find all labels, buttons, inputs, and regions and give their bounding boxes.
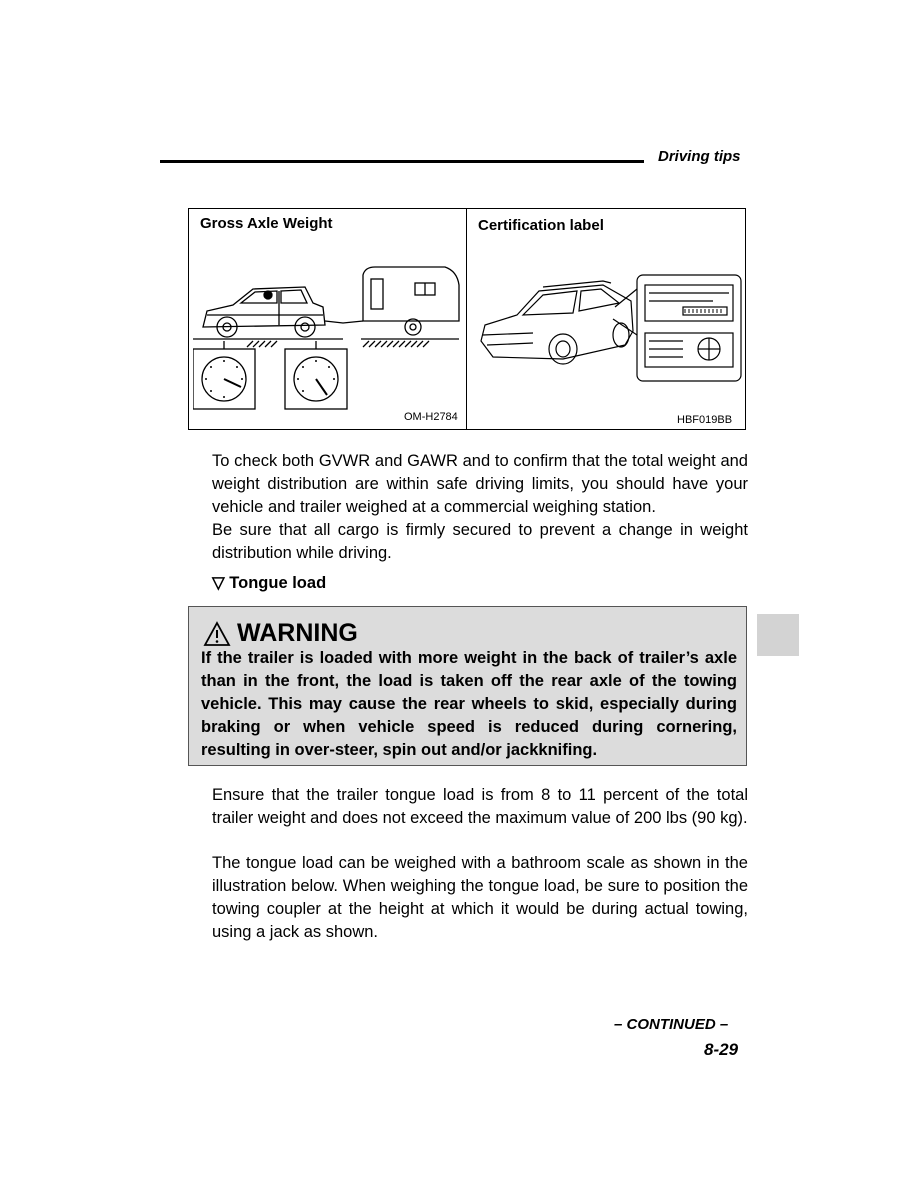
warning-box	[188, 606, 747, 766]
gross-axle-weight-title: Gross Axle Weight	[200, 215, 333, 232]
warning-triangle-icon	[203, 621, 231, 647]
continued-label: – CONTINUED –	[614, 1016, 729, 1033]
left-figure-code: OM-H2784	[404, 411, 458, 423]
header-title: Driving tips	[658, 148, 741, 165]
gross-axle-weight-illustration	[193, 245, 461, 411]
certification-label-title: Certification label	[478, 217, 604, 234]
figure-divider	[466, 209, 467, 429]
paragraph-bathroom-scale: The tongue load can be weighed with a bathroom scale as shown in the illustration below. When weighing the tongue load, be sure to position the towing coupler at the height at which it would be during actual towing, using a jack as shown.	[212, 854, 748, 941]
figure-panel	[188, 208, 746, 430]
right-figure-code: HBF019BB	[677, 414, 733, 426]
chapter-side-tab	[757, 614, 799, 656]
section-heading-label: Tongue load	[229, 574, 327, 592]
paragraph-weighing-station: To check both GVWR and GAWR and to confirm that the total weight and weight distribution are within safe driving limits, you should have your vehicle and trailer weighed at a commercial weighing station.	[212, 452, 748, 516]
page-number: 8-29	[704, 1040, 739, 1059]
tongue-load-heading	[212, 573, 326, 593]
warning-title-label: WARNING	[237, 619, 358, 647]
certification-label-illustration	[473, 249, 745, 385]
paragraph-tongue-load-percent: Ensure that the trailer tongue load is from 8 to 11 percent of the total trailer weight and does not exceed the maximum value of 200 lbs (90 kg).	[212, 786, 748, 827]
warning-title	[203, 619, 358, 648]
paragraph-cargo-secured: Be sure that all cargo is firmly secured to prevent a change in weight distribution while driving.	[212, 521, 748, 562]
section-triangle-icon: ▽	[212, 574, 225, 592]
header-rule	[160, 160, 644, 163]
warning-text: If the trailer is loaded with more weight in the back of trailer’s axle than in the front, the load is taken off the rear axle of the towing vehicle. This may cause the rear wheels to skid, especially during braking or when vehicle speed is reduced during cornering, resulting in over-steer, spin out and/or jackknifing.	[201, 649, 737, 759]
